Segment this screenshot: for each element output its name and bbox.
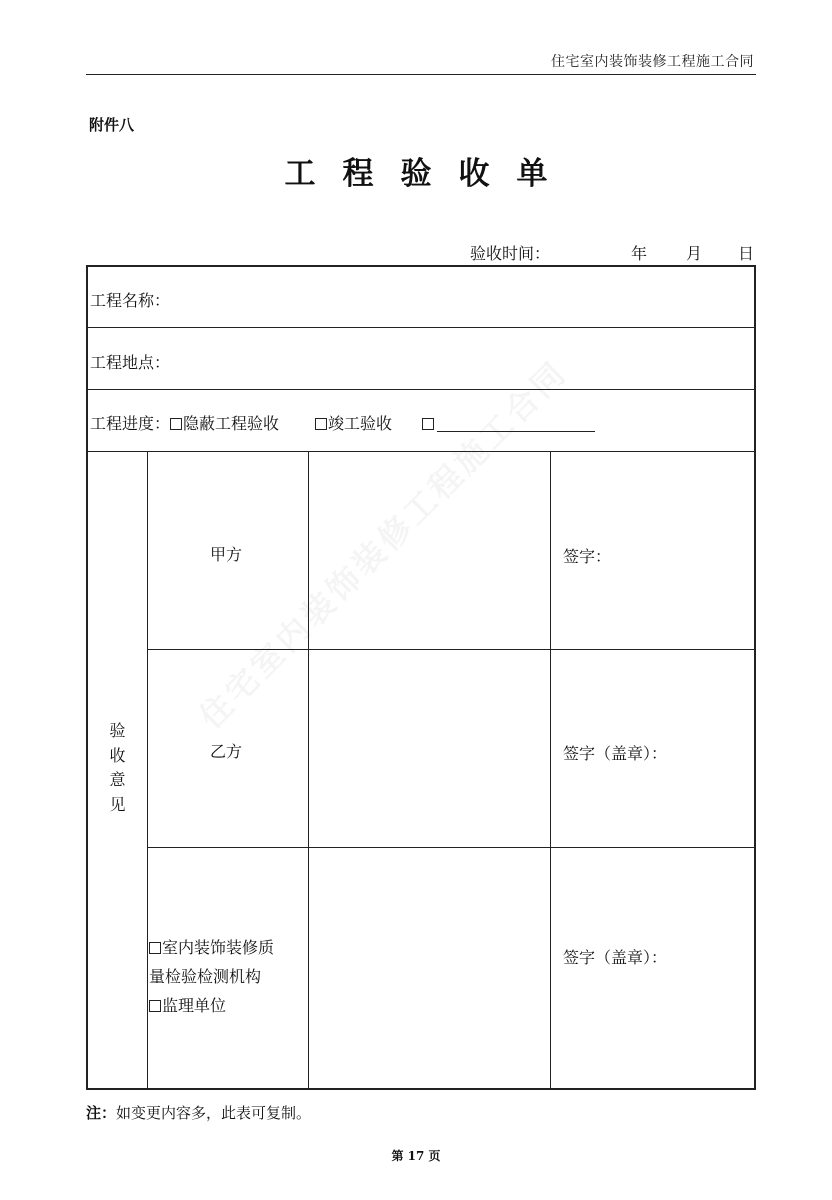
inspection-agency-line2: 量检验检测机构 — [149, 967, 262, 986]
acceptance-form — [86, 265, 756, 1090]
column-divider — [308, 451, 309, 1088]
date-label: 验收时间： — [470, 244, 551, 263]
row-divider — [88, 389, 754, 390]
other-blank-line[interactable] — [437, 417, 595, 432]
row-divider — [147, 847, 754, 848]
header-rule — [86, 74, 756, 75]
header-title: 住宅室内装饰装修工程施工合同 — [551, 54, 754, 70]
progress-label: 工程进度： — [90, 414, 171, 433]
hidden-work-option: 隐蔽工程验收 — [183, 414, 280, 433]
project-name-label: 工程名称： — [90, 291, 171, 310]
label-char: 收 — [109, 745, 126, 765]
note-prefix: 注： — [86, 1104, 117, 1122]
document-title: 工程验收单 — [284, 156, 575, 192]
row-divider — [88, 327, 754, 328]
inspection-agency-line1: 室内装饰装修质 — [162, 938, 275, 957]
label-char: 验 — [109, 721, 126, 740]
inspector-label — [149, 933, 274, 1020]
attachment-label: 附件八 — [89, 116, 135, 134]
completion-option: 竣工验收 — [328, 414, 393, 433]
other-checkbox[interactable] — [422, 418, 434, 430]
supervisor-checkbox[interactable] — [149, 1000, 161, 1012]
hidden-work-checkbox[interactable] — [170, 418, 182, 430]
inspection-agency-checkbox[interactable] — [149, 942, 161, 954]
footnote — [86, 1102, 311, 1123]
column-divider — [147, 451, 148, 1088]
page-number: 第 17 页 — [391, 1149, 441, 1163]
party-a-label: 甲方 — [210, 545, 243, 564]
row-divider — [88, 451, 754, 452]
party-b-label: 乙方 — [210, 742, 243, 761]
date-month: 月 — [686, 244, 703, 263]
column-divider — [550, 451, 551, 1088]
acceptance-opinion-label — [88, 719, 147, 817]
inspection-date-row — [470, 241, 756, 263]
label-char: 意 — [109, 770, 126, 789]
note-text: 如变更内容多，此表可复制。 — [116, 1104, 312, 1122]
progress-row — [90, 411, 595, 434]
party-a-sign-label: 签字： — [563, 547, 612, 566]
supervisor-label: 监理单位 — [162, 996, 227, 1015]
label-char: 见 — [109, 794, 126, 814]
completion-checkbox[interactable] — [315, 418, 327, 430]
date-day: 日 — [738, 244, 755, 263]
inspector-sign-label: 签字（盖章）： — [563, 948, 668, 967]
party-b-sign-label: 签字（盖章）： — [563, 744, 668, 763]
row-divider — [147, 649, 754, 650]
project-location-label: 工程地点： — [90, 353, 171, 372]
date-year: 年 — [631, 244, 648, 263]
